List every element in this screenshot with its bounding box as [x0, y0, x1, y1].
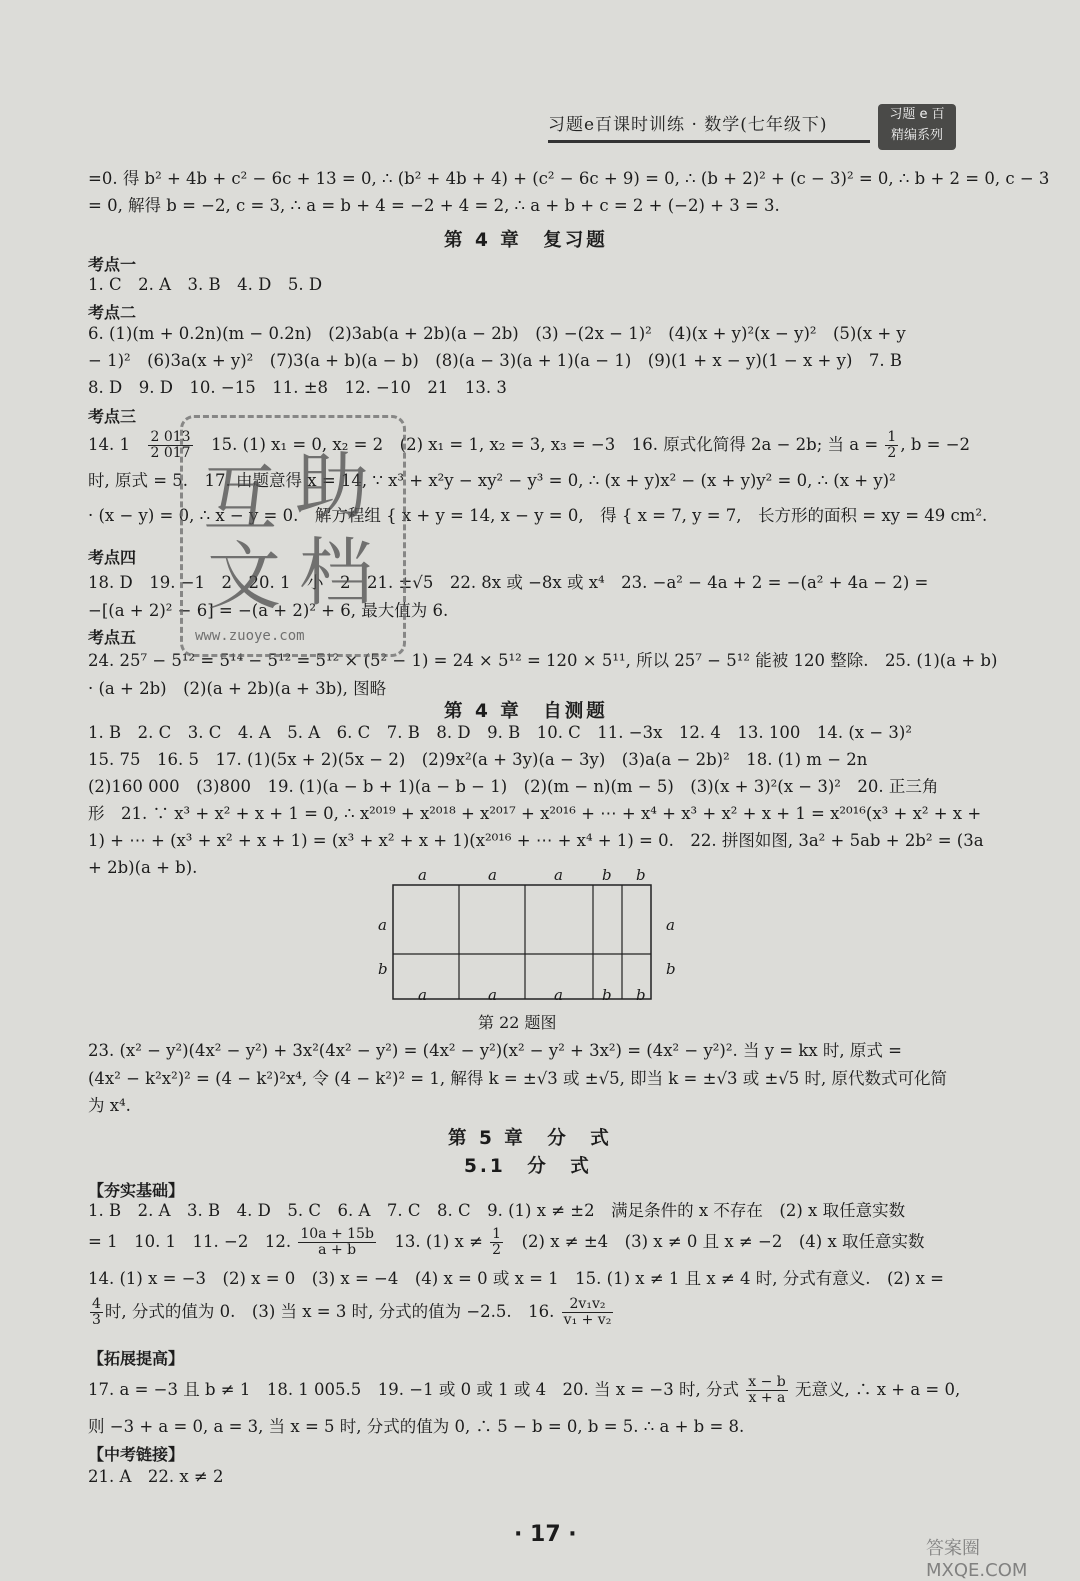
basic-line-3: 14. (1) x = −3 (2) x = 0 (3) x = −4 (4) x = 0 或 x = 1 15. (1) x ≠ 1 且 x ≠ 4 时, 分式有意义. (2) x =: [88, 1269, 944, 1288]
fig-bottom-b2: b: [636, 986, 646, 1004]
k2-line-1: 6. (1)(m + 0.2n)(m − 0.2n) (2)3ab(a + 2b)(a − 2b) (3) −(2x − 1)² (4)(x + y)²(x − y)² (5)(x + y: [88, 324, 906, 343]
ch5-title: 第 5 章 分 式: [448, 1128, 612, 1149]
fig-right-b: b: [666, 960, 676, 978]
basic-label: 【夯实基础】: [88, 1181, 185, 1200]
series-badge: [878, 104, 956, 150]
fig-top-a1: a: [418, 866, 427, 884]
ext-line-1: [88, 1372, 960, 1408]
stamp-char-1: 互: [203, 456, 277, 542]
series-line1: 习题 e 百: [889, 107, 945, 122]
k3-line-3: · (x − y) = 0, ∴ x − y = 0. 解方程组 { x + y = 14, x − y = 0, 得 { x = 7, y = 7, 长方形的面积 = xy = 49 cm².: [88, 506, 988, 525]
k3-half-den: 2: [887, 445, 897, 461]
fig-top-b2: b: [636, 866, 646, 884]
f15-den: 3: [92, 1312, 101, 1328]
k3-text-c: , b = −2: [900, 435, 971, 454]
k5-line-2: · (a + 2b) (2)(a + 2b)(a + 3b), 图略: [88, 679, 387, 698]
f15-num: 4: [92, 1296, 101, 1312]
k3-half-num: 1: [887, 429, 897, 445]
basic-2-a: = 1 10. 1 11. −2 12.: [88, 1232, 297, 1251]
k2-label: 考点二: [88, 303, 137, 322]
test-line-1: 1. B 2. C 3. C 4. A 5. A 6. C 7. B 8. D 9. B 10. C 11. −3x 12. 4 13. 100 14. (x − 3)²: [88, 723, 912, 742]
k2-line-3: 8. D 9. D 10. −15 11. ±8 12. −10 21 13. 3: [88, 378, 507, 397]
stamp-watermark: [180, 415, 406, 657]
basic-line-4: [88, 1294, 615, 1330]
test-after-3: 为 x⁴.: [88, 1096, 131, 1115]
test-line-3: (2)160 000 (3)800 19. (1)(a − b + 1)(a − b − 1) (2)(m − n)(m − 5) (3)(x + 3)²(x − 3)² 20. 正三角: [88, 777, 939, 796]
fig-bottom-a3: a: [554, 986, 563, 1004]
stamp-char-2: 助: [295, 444, 369, 530]
stamp-char-3: 文: [207, 534, 281, 620]
basic-line-2: [88, 1224, 925, 1260]
fig-top-b1: b: [602, 866, 612, 884]
puzzle-figure: [390, 882, 660, 1006]
test-line-2: 15. 75 16. 5 17. (1)(5x + 2)(5x − 2) (2)9x²(a + 3y)(a − 3y) (3)a(a − 2b)² 18. (1) m − 2n: [88, 750, 868, 769]
k5-line-1: 24. 25⁷ − 5¹² = 5¹⁴ − 5¹² = 5¹² × (5² − 1) = 24 × 5¹² = 120 × 5¹¹, 所以 25⁷ − 5¹² 能被 120 整除. 25. (1)(a + b): [88, 651, 998, 670]
f13: [490, 1227, 503, 1258]
intro-line-1: =0. 得 b² + 4b + c² − 6c + 13 = 0, ∴ (b² + 4b + 4) + (c² − 6c + 9) = 0, ∴ (b + 2)² + (c − 3)² = 0, ∴ b + 2 = 0, c − 3: [88, 169, 1050, 188]
ch4-review-title: 第 4 章 复习题: [444, 230, 608, 251]
f13-num: 1: [492, 1226, 502, 1242]
k5-label: 考点五: [88, 628, 137, 647]
f20-num: x − b: [748, 1374, 786, 1390]
basic-2-b: 13. (1) x ≠: [377, 1232, 489, 1251]
ext-1-b: 无意义, ∴ x + a = 0,: [789, 1380, 961, 1399]
k3-line-2: 时, 原式 = 5. 17. 由题意得 x = 14, ∵ x³ + x²y − xy² − y³ = 0, ∴ (x + y)x² − (x + y)y² = 0, ∴ (x + y)²: [88, 471, 896, 490]
fig-bottom-b1: b: [602, 986, 612, 1004]
k3-half: [885, 430, 898, 461]
fig-bottom-a1: a: [418, 986, 427, 1004]
site-watermark: 答案圈 MXQE.COM: [926, 1538, 1028, 1581]
basic-line-1: 1. B 2. A 3. B 4. D 5. C 6. A 7. C 8. C 9. (1) x ≠ ±2 满足条件的 x 不存在 (2) x 取任意实数: [88, 1201, 906, 1220]
k4-line-2: −[(a + 2)² − 6] = −(a + 2)² + 6, 最大值为 6.: [88, 601, 449, 620]
f15: [90, 1297, 103, 1328]
k4-line-1: 18. D 19. −1 2 20. 1 小 2 21. ±√5 22. 8x 或 −8x 或 x⁴ 23. −a² − 4a + 2 = −(a² + 4a − 2) =: [88, 573, 929, 592]
stamp-char-4: 档: [299, 530, 373, 616]
k4-label: 考点四: [88, 548, 137, 567]
basic-4-b: 时, 分式的值为 0. (3) 当 x = 3 时, 分式的值为 −2.5. 16.: [104, 1302, 560, 1321]
fig-left-b: b: [378, 960, 388, 978]
k3-frac-den: 2 017: [150, 445, 191, 461]
fig-left-a: a: [378, 916, 387, 934]
ext-line-2: 则 −3 + a = 0, a = 3, 当 x = 5 时, 分式的值为 0, ∴ 5 − b = 0, b = 5. ∴ a + b = 8.: [88, 1417, 745, 1436]
series-line2: 精编系列: [890, 128, 943, 143]
test-after-2: (4x² − k²x²)² = (4 − k²)²x⁴, 令 (4 − k²)² = 1, 解得 k = ±√3 或 ±√5, 即当 k = ±√3 或 ±√5 时, 原代数式可化简: [88, 1069, 948, 1088]
test-line-5: 1) + ⋯ + (x³ + x² + x + 1) = (x³ + x² + x + 1)(x²⁰¹⁶ + ⋯ + x⁴ + 1) = 0. 22. 拼图如图, 3a² + 5ab + 2b² = (3a: [88, 831, 984, 850]
f12: [298, 1227, 376, 1258]
figure-outer-rect: [393, 885, 651, 999]
figure-caption: 第 22 题图: [478, 1013, 557, 1032]
fig-top-a2: a: [488, 866, 497, 884]
f16-num: 2v₁v₂: [562, 1297, 614, 1313]
f20-den: x + a: [748, 1390, 786, 1406]
k2-line-2: − 1)² (6)3a(x + y)² (7)3(a + b)(a − b) (8)(a − 3)(a + 1)(a − 1) (9)(1 + x − y)(1 − x + y) 7. B: [88, 351, 902, 370]
test-line-6: + 2b)(a + b).: [88, 858, 198, 877]
f12-den: a + b: [318, 1242, 357, 1258]
ch5-subtitle: 5.1 分 式: [464, 1156, 592, 1177]
f13-den: 2: [492, 1242, 502, 1258]
basic-2-c: (2) x ≠ ±4 (3) x ≠ 0 且 x ≠ −2 (4) x 取任意实数: [505, 1232, 925, 1251]
page-number: · 17 ·: [514, 1522, 577, 1547]
ch4-test-title: 第 4 章 自测题: [444, 701, 608, 722]
f20: [746, 1375, 788, 1406]
exam-label: 【中考链接】: [88, 1445, 185, 1464]
exam-line: 21. A 22. x ≠ 2: [88, 1467, 224, 1486]
f16-den: v₁ + v₂: [563, 1312, 612, 1328]
fig-top-a3: a: [554, 866, 563, 884]
test-after-1: 23. (x² − y²)(4x² − y²) + 3x²(4x² − y²) = (4x² − y²)(x² − y² + 3x²) = (4x² − y²)². 当 y = kx 时, 原式 =: [88, 1041, 902, 1060]
k3-text-a: 14. 1: [88, 435, 147, 454]
fig-bottom-a2: a: [488, 986, 497, 1004]
k1-label: 考点一: [88, 255, 137, 274]
intro-line-2: = 0, 解得 b = −2, c = 3, ∴ a = b + 4 = −2 + 4 = 2, ∴ a + b + c = 2 + (−2) + 3 = 3.: [88, 196, 780, 215]
test-line-4: 形 21. ∵ x³ + x² + x + 1 = 0, ∴ x²⁰¹⁹ + x²⁰¹⁸ + x²⁰¹⁷ + x²⁰¹⁶ + ⋯ + x⁴ + x³ + x² + x + 1 = x²⁰¹⁶(x³ + x² + x +: [88, 804, 982, 823]
header-rule: [548, 140, 870, 143]
book-title: 习题e百课时训练 · 数学(七年级下): [548, 115, 828, 135]
k3-label: 考点三: [88, 407, 137, 426]
f12-num: 10a + 15b: [300, 1226, 374, 1242]
k3-frac-num: 2 013: [150, 429, 191, 445]
f16: [562, 1297, 614, 1328]
ext-1-a: 17. a = −3 且 b ≠ 1 18. 1 005.5 19. −1 或 0 或 1 或 4 20. 当 x = −3 时, 分式: [88, 1380, 745, 1399]
k1-line: 1. C 2. A 3. B 4. D 5. D: [88, 275, 323, 294]
fig-right-a: a: [666, 916, 675, 934]
ext-label: 【拓展提高】: [88, 1349, 185, 1368]
k3-text-b: 15. (1) x₁ = 0, x₂ = 2 (2) x₁ = 1, x₂ = 3, x₃ = −3 16. 原式化简得 2a − 2b; 当 a =: [194, 435, 884, 454]
stamp-url: www.zuoye.com: [195, 628, 305, 644]
